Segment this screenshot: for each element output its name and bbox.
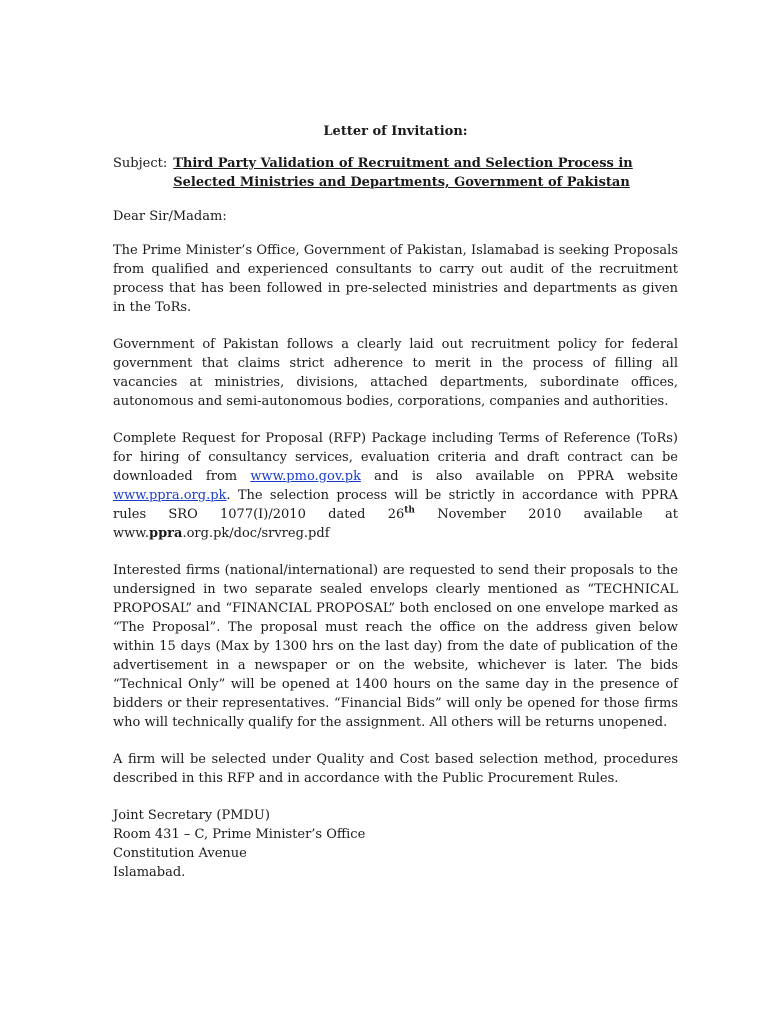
rfp-text-2: and is also available on PPRA website xyxy=(360,469,678,484)
paragraph-policy: Government of Pakistan follows a clearly laid out recruitment policy for federal government that claims strict adherence to merit in the process of filling all vacancies at ministries, divisions, attached departments, subordinate offices, autonomous and semi-autonomous bodies, corporations, companies and authorities. xyxy=(113,337,678,409)
letter-title: Letter of Invitation: xyxy=(323,124,468,139)
paragraph-submission: Interested firms (national/international) are requested to send their proposals to the undersigned in two separate sealed envelops clearly mentioned as “TECHNICAL PROPOSAL” and “FINANCIAL PROPOSAL” both enclosed on one envelope marked as “The Proposal”. The proposal must reach the office on the address given below within 15 days (Max by 1300 hrs on the last day) from the date of publication of the advertisement in a newspaper or on the website, whichever is later. The bids “Technical Only” will be opened at 1400 hours on the same day in the presence of bidders or their representatives. “Financial Bids” will only be opened for those firms who will technically qualify for the assignment. All others will be returns unopened. xyxy=(113,563,678,730)
salutation: Dear Sir/Madam: xyxy=(113,209,227,224)
rfp-text-5: .org.pk/doc/srvreg.pdf xyxy=(182,526,330,541)
rfp-ppra-bold: ppra xyxy=(148,526,183,541)
ppra-website-link[interactable]: www.ppra.org.pk xyxy=(113,488,227,503)
rfp-text-4: November 2010 available at www. xyxy=(113,507,678,541)
paragraph-intro: The Prime Minister’s Office, Government of Pakistan, Islamabad is seeking Proposals from qualified and experienced consultants to carry out audit of the recruitment process that has been followed in pre-selected ministries and departments as given in the ToRs. xyxy=(113,243,678,315)
subject-line xyxy=(113,154,678,192)
signature-line: Room 431 – C, Prime Minister’s Office xyxy=(113,827,366,842)
signature-line: Constitution Avenue xyxy=(113,846,247,861)
paragraph-rfp xyxy=(113,429,678,543)
subject-text: Third Party Validation of Recruitment and Selection Process in Selected Ministries and Departments, Government of Pakistan xyxy=(173,156,633,190)
signature-line: Islamabad. xyxy=(113,865,186,880)
ordinal-suffix: th xyxy=(404,505,415,516)
signature-line: Joint Secretary (PMDU) xyxy=(113,808,270,823)
signature-block xyxy=(113,806,678,882)
paragraph-selection: A firm will be selected under Quality and Cost based selection method, procedures described in this RFP and in accordance with the Public Procurement Rules. xyxy=(113,752,678,786)
subject-label: Subject: xyxy=(113,156,168,171)
rfp-text-1: Complete Request for Proposal (RFP) Package including Terms of Reference (ToRs) for hiring of consultancy services, evaluation criteria and draft contract can be downloaded from xyxy=(113,431,678,484)
rfp-text-3: . The selection process will be strictly in accordance with PPRA rules SRO 1077(I)/2010 dated 26 xyxy=(113,488,678,522)
pmo-website-link[interactable]: www.pmo.gov.pk xyxy=(250,469,361,484)
